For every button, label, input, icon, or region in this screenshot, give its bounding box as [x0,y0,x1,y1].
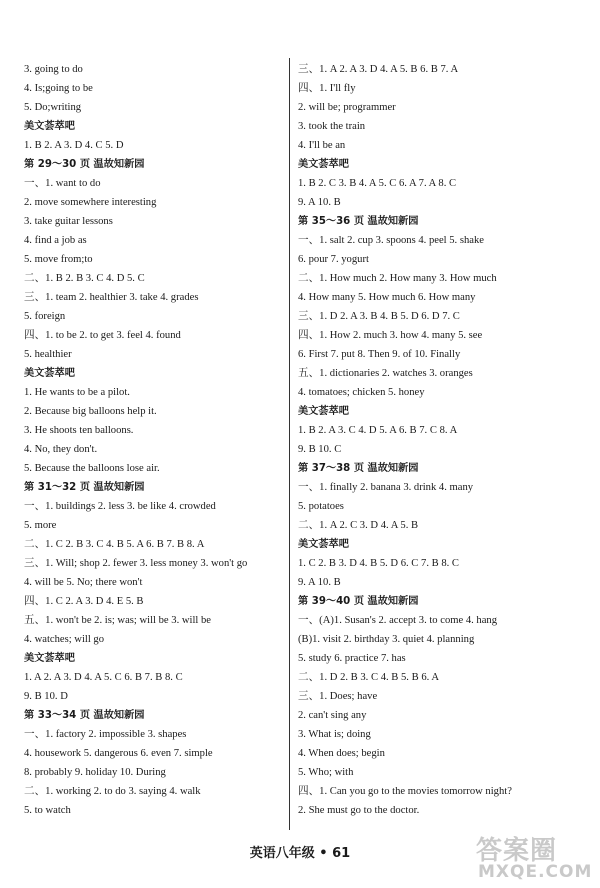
section-heading: 第 33～34 页 温故知新园 [24,710,145,721]
answer-line: 2. will be; programmer [298,102,396,113]
page-footer: 英语八年级 • 61 [249,846,351,861]
answer-line: 1. C 2. B 3. D 4. B 5. D 6. C 7. B 8. C [298,558,459,569]
answer-line: 5. more [24,520,57,531]
answer-line: 9. B 10. C [298,444,342,455]
answer-line: 5. healthier [24,349,72,360]
column-divider [289,58,290,830]
answer-line: 4. tomatoes; chicken 5. honey [298,387,425,398]
answer-line: 四、1. Can you go to the movies tomorrow night? [298,786,512,797]
answer-line: 五、1. dictionaries 2. watches 3. oranges [298,368,473,379]
answer-line: 四、1. I'll fly [298,83,356,94]
answer-line: 5. Because the balloons lose air. [24,463,160,474]
answer-line: 4. find a job as [24,235,87,246]
answer-line: 一、(A)1. Susan's 2. accept 3. to come 4. hang [298,615,498,626]
answer-line: 4. I'll be an [298,140,346,151]
answer-line: 5. to watch [24,805,71,816]
answer-line: 3. took the train [298,121,366,132]
answer-line: 3. He shoots ten balloons. [24,425,134,436]
answer-line: 二、1. How much 2. How many 3. How much [298,273,497,284]
answer-line: 四、1. C 2. A 3. D 4. E 5. B [24,596,144,607]
answer-line: 5. foreign [24,311,66,322]
answer-line: 3. take guitar lessons [24,216,113,227]
section-heading: 美文荟萃吧 [24,653,75,664]
answer-line: 1. B 2. A 3. C 4. D 5. A 6. B 7. C 8. A [298,425,458,436]
watermark-logo [470,830,594,884]
answer-line: 1. A 2. A 3. D 4. A 5. C 6. B 7. B 8. C [24,672,183,683]
answer-line: 二、1. C 2. B 3. C 4. B 5. A 6. B 7. B 8. A [24,539,205,550]
section-heading: 第 39～40 页 温故知新园 [298,596,419,607]
section-heading: 美文荟萃吧 [298,159,349,170]
answer-line: 一、1. factory 2. impossible 3. shapes [24,729,187,740]
answer-line: 三、1. Does; have [298,691,378,702]
answer-line: 3. What is; doing [298,729,371,740]
answer-line: 3. going to do [24,64,83,75]
answer-line: (B)1. visit 2. birthday 3. quiet 4. planning [298,634,475,645]
answer-line: 6. pour 7. yogurt [298,254,369,265]
answer-line: 4. watches; will go [24,634,105,645]
answer-line: 4. housework 5. dangerous 6. even 7. simple [24,748,213,759]
answer-line: 一、1. want to do [24,178,101,189]
answer-line: 三、1. D 2. A 3. B 4. B 5. D 6. D 7. C [298,311,460,322]
answer-line: 二、1. B 2. B 3. C 4. D 5. C [24,273,145,284]
section-heading: 美文荟萃吧 [298,539,349,550]
answer-line: 5. potatoes [298,501,344,512]
answer-line: 四、1. to be 2. to get 3. feel 4. found [24,330,181,341]
answer-line: 2. move somewhere interesting [24,197,157,208]
right-column [298,60,588,820]
answer-line: 五、1. won't be 2. is; was; will be 3. will be [24,615,211,626]
answer-line: 9. A 10. B [298,577,341,588]
section-heading: 第 29～30 页 温故知新园 [24,159,145,170]
answer-line: 1. B 2. A 3. D 4. C 5. D [24,140,124,151]
answer-line: 1. B 2. C 3. B 4. A 5. C 6. A 7. A 8. C [298,178,457,189]
section-heading: 美文荟萃吧 [24,121,75,132]
answer-line: 2. can't sing any [298,710,367,721]
section-heading: 第 35～36 页 温故知新园 [298,216,419,227]
left-column [24,60,282,820]
answer-line: 二、1. A 2. C 3. D 4. A 5. B [298,520,419,531]
answer-line: 4. How many 5. How much 6. How many [298,292,476,303]
answer-line: 1. He wants to be a pilot. [24,387,130,398]
answer-line: 三、1. Will; shop 2. fewer 3. less money 3. won't go [24,558,248,569]
section-heading: 美文荟萃吧 [24,368,75,379]
answer-line: 4. will be 5. No; there won't [24,577,143,588]
answer-line: 4. Is;going to be [24,83,93,94]
watermark-bottom: MXQE.COM [478,862,593,882]
answer-line: 4. No, they don't. [24,444,98,455]
answer-line: 一、1. finally 2. banana 3. drink 4. many [298,482,474,493]
section-heading: 第 37～38 页 温故知新园 [298,463,419,474]
answer-line: 三、1. A 2. A 3. D 4. A 5. B 6. B 7. A [298,64,459,75]
answer-line: 5. Do;writing [24,102,82,113]
answer-line: 8. probably 9. holiday 10. During [24,767,166,778]
answer-line: 2. Because big balloons help it. [24,406,157,417]
answer-line: 6. First 7. put 8. Then 9. of 10. Finally [298,349,461,360]
answer-line: 一、1. salt 2. cup 3. spoons 4. peel 5. shake [298,235,484,246]
answer-line: 二、1. D 2. B 3. C 4. B 5. B 6. A [298,672,439,683]
answer-line: 9. A 10. B [298,197,341,208]
answer-line: 四、1. How 2. much 3. how 4. many 5. see [298,330,483,341]
answer-line: 2. She must go to the doctor. [298,805,420,816]
answer-line: 9. B 10. D [24,691,68,702]
answer-line: 一、1. buildings 2. less 3. be like 4. crowded [24,501,216,512]
answer-line: 5. move from;to [24,254,93,265]
answer-line: 5. study 6. practice 7. has [298,653,406,664]
watermark-top: 答案圈 [476,836,558,866]
answer-line: 二、1. working 2. to do 3. saying 4. walk [24,786,201,797]
answer-line: 三、1. team 2. healthier 3. take 4. grades [24,292,199,303]
answer-line: 4. When does; begin [298,748,385,759]
section-heading: 美文荟萃吧 [298,406,349,417]
answer-line: 5. Who; with [298,767,354,778]
section-heading: 第 31～32 页 温故知新园 [24,482,145,493]
